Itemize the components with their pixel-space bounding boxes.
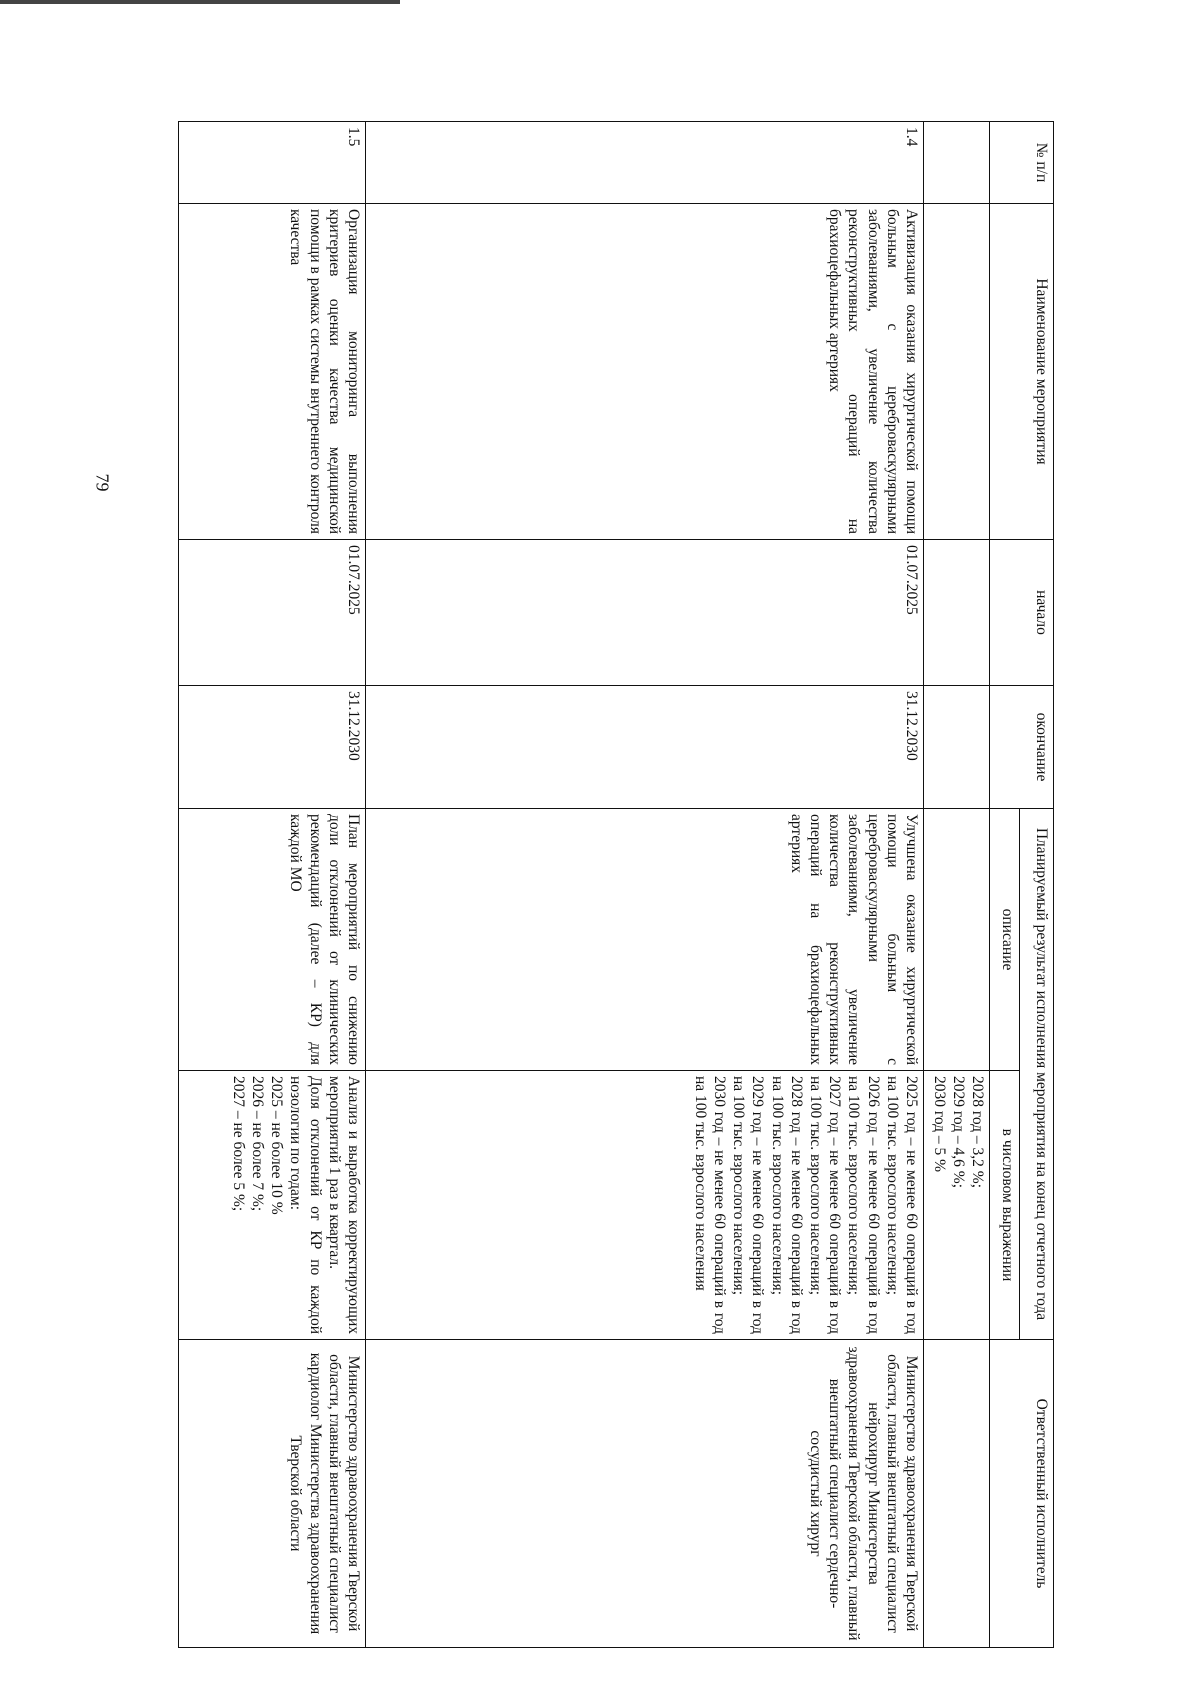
row-numeric: [366, 1071, 924, 1340]
header-end: окончание: [990, 686, 1054, 809]
numeric-line: Доля отклонений от КР по каждой нозологии по годам:: [287, 1076, 324, 1334]
row-no: 1.5: [179, 122, 366, 204]
header-result: Планируемый результат исполнения мероприятия на конец отчетного года: [1020, 809, 1054, 1340]
numeric-line: 2027 – не более 5 %;: [229, 1076, 247, 1212]
row-numeric: [179, 1071, 366, 1340]
numeric-line: 2026 – не более 7 %;: [248, 1076, 266, 1212]
cont-responsible: [924, 1340, 990, 1648]
header-name: Наименование мероприятия: [990, 204, 1054, 540]
numeric-line: 2028 год – не менее 60 операций в год на 100 тыс. взрослого населения;: [768, 1076, 805, 1334]
page-number: 79: [92, 473, 113, 492]
row-description: Улучшена оказание хирургической помощи больным с цереброваскулярными заболеваниями, увеличение количества реконструктивных операций на брахиоцефальных артериях: [366, 809, 924, 1071]
rotated-table-container: [179, 121, 1054, 1647]
numeric-line: 2025 год – не менее 60 операций в год на 100 тыс. взрослого населения;: [883, 1076, 920, 1334]
row-end: 31.12.2030: [366, 686, 924, 809]
header-result-numeric: в числовом выражении: [990, 1071, 1020, 1340]
row-name: Организация мониторинга выполнения критериев оценки качества медицинской помощи в рамках системы внутреннего контроля качества: [179, 204, 366, 540]
cont-name: [924, 204, 990, 540]
table-row-1-4: [366, 122, 924, 1648]
row-no: 1.4: [366, 122, 924, 204]
cont-numeric: [924, 1071, 990, 1340]
scan-top-edge: [0, 0, 400, 4]
header-no: № п/п: [990, 122, 1054, 204]
row-responsible: Министерство здравоохранения Тверской области, главный внештатный специалист кардиолог Министерства здравоохранения Тверской области: [179, 1340, 366, 1648]
header-row-1: [1020, 122, 1054, 1648]
numeric-line: 2029 год – не менее 60 операций в год на 100 тыс. взрослого населения;: [730, 1076, 767, 1334]
cont-end: [924, 686, 990, 809]
numeric-line: 2027 год – не менее 60 операций в год на 100 тыс. взрослого населения;: [806, 1076, 844, 1334]
numeric-line: 2030 год – 5 %: [930, 1076, 948, 1173]
continuation-row: [924, 122, 990, 1648]
header-result-description: описание: [990, 809, 1020, 1071]
numeric-line: 2025 – не более 10 %: [268, 1076, 286, 1215]
table-row-1-5: [179, 122, 366, 1648]
row-responsible: Министерство здравоохранения Тверской области, главный внештатный специалист нейрохирург Министерства здравоохранения Тверской области, главный внештатный специалист сердечно-сосудистый хирург: [366, 1340, 924, 1648]
measures-table: [178, 121, 1054, 1648]
cont-desc: [924, 809, 990, 1071]
cont-no: [924, 122, 990, 204]
row-start: 01.07.2025: [179, 540, 366, 686]
row-start: 01.07.2025: [366, 540, 924, 686]
row-end: 31.12.2030: [179, 686, 366, 809]
cont-start: [924, 540, 990, 686]
numeric-line: Анализ и выработка корректирующих мероприятий 1 раз в квартал.: [325, 1076, 362, 1334]
row-name: Активизация оказания хирургической помощи больным с цереброваскулярными заболеваниями, увеличение количества реконструктивных операций на брахиоцефальных артериях: [366, 204, 924, 540]
numeric-line: 2028 год – 3,2 %;: [969, 1076, 986, 1189]
row-description: План мероприятий по снижению доли отклонений от клинических рекомендаций (далее – КР) для каждой МО: [179, 809, 366, 1071]
header-start: начало: [990, 540, 1054, 686]
numeric-line: 2030 год – не менее 60 операций в год на 100 тыс. взрослого населения: [691, 1076, 728, 1334]
numeric-line: 2026 год – не менее 60 операций в год на 100 тыс. взрослого населения;: [845, 1076, 882, 1334]
numeric-line: 2029 год – 4,6 %;: [949, 1076, 967, 1189]
header-responsible: Ответственный исполнитель: [990, 1340, 1054, 1648]
